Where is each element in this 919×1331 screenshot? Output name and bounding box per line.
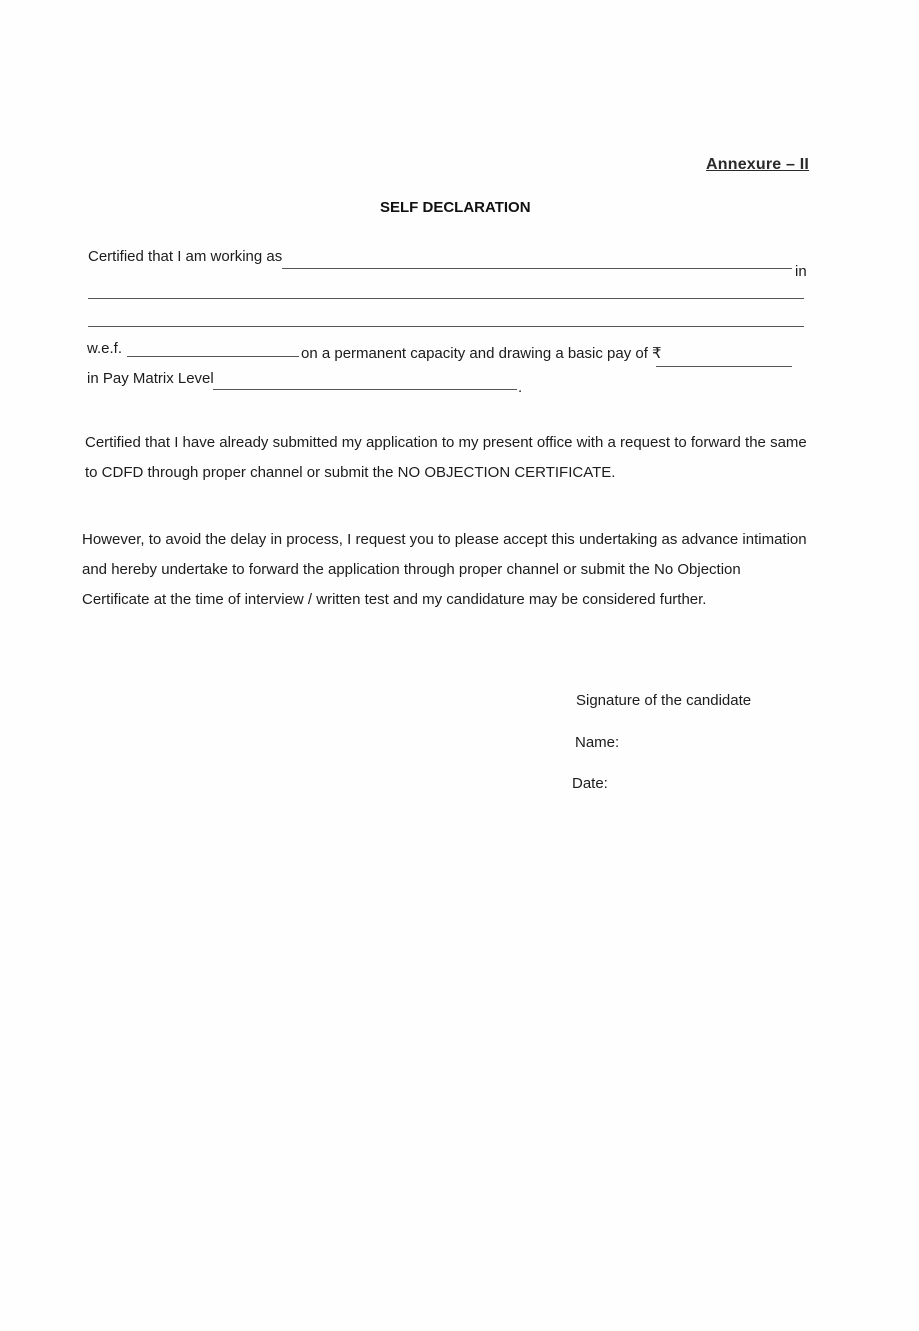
annexure-label: Annexure – II bbox=[706, 156, 810, 173]
declaration-paragraph-2: However, to avoid the delay in process, I request you to please accept this undertaking as advance intimation and hereby undertake to forward the application through proper channel or submit the No Objection Certificate at the time of interview / written test and my candidature may be considered further. bbox=[82, 531, 807, 608]
pay-matrix-period: . bbox=[518, 379, 523, 396]
designation-blank-line bbox=[282, 268, 792, 269]
pay-matrix-blank-line bbox=[213, 389, 517, 390]
organisation-blank-line-1 bbox=[88, 298, 804, 299]
in-label: in bbox=[795, 263, 807, 280]
permanent-capacity-text: on a permanent capacity and drawing a basic pay of ₹ bbox=[301, 345, 662, 362]
basic-pay-blank-line bbox=[656, 366, 792, 367]
pay-matrix-label: in Pay Matrix Level bbox=[87, 370, 214, 387]
working-as-label: Certified that I am working as bbox=[88, 248, 283, 265]
declaration-paragraph-1: Certified that I have already submitted my application to my present office with a request to forward the same to CDFD through proper channel or submit the NO OBJECTION CERTIFICATE. bbox=[85, 434, 807, 481]
organisation-blank-line-2 bbox=[88, 326, 804, 327]
document-title: SELF DECLARATION bbox=[380, 199, 531, 216]
signature-label: Signature of the candidate bbox=[576, 692, 752, 709]
wef-date-blank-line bbox=[127, 356, 299, 357]
wef-label: w.e.f. bbox=[87, 340, 123, 357]
name-label: Name: bbox=[575, 734, 620, 751]
date-label: Date: bbox=[572, 775, 608, 792]
